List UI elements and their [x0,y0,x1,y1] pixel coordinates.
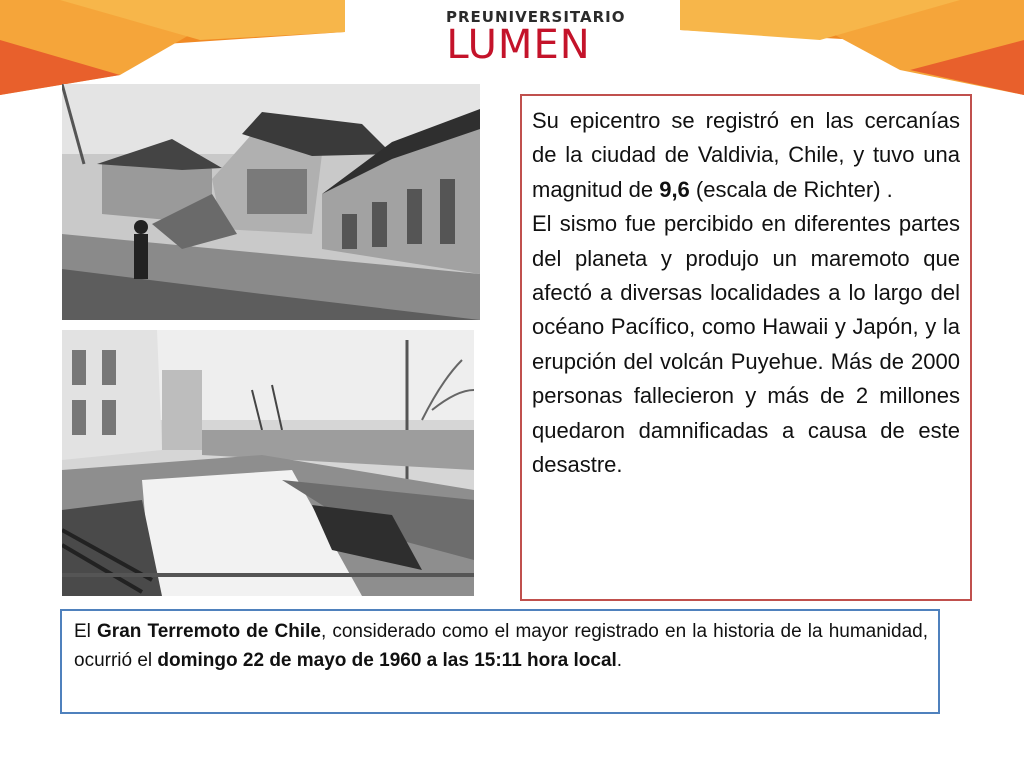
logo-subtitle: PREUNIVERSITARIO [446,8,626,26]
richter-scale-text: (escala de Richter) . [689,176,893,202]
summary-text-2: , considerado como el mayor registrado en la historia de la humanidad, ocurrió el [74,621,929,671]
summary-text-1: El [74,621,98,642]
photo-cracked-street [62,330,474,596]
earthquake-details-box [520,94,972,601]
summary-paragraph [74,617,928,675]
logo-title: LUMEN [446,22,591,68]
summary-text-3: . [616,650,623,671]
photo-destroyed-houses [62,84,480,320]
epicenter-text: Su epicentro se registró en las cercanías de la ciudad de Valdivia, Chile, y tuvo una magnitud de [532,108,960,202]
earthquake-name: Gran Terremoto de Chile [97,621,321,642]
photo-cracked-street-icon [62,330,474,596]
effects-paragraph: El sismo fue percibido en diferentes partes del planeta y produjo un maremoto que afectó a diversas localidades a lo largo del océano Pacífico, como Hawaii y Japón, y la erupción del volcán Puyehue. Más de 2000 personas fallecieron y más de 2 millones quedaron damnificadas a causa de este desastre. [532,211,960,478]
lumen-logo [446,8,626,68]
epicenter-paragraph [532,104,960,207]
summary-box [60,609,940,714]
photo-destroyed-houses-icon [62,84,480,320]
magnitude-value: 9,6 [659,176,690,202]
earthquake-date: domingo 22 de mayo de 1960 a las 15:11 hora local [157,650,617,671]
